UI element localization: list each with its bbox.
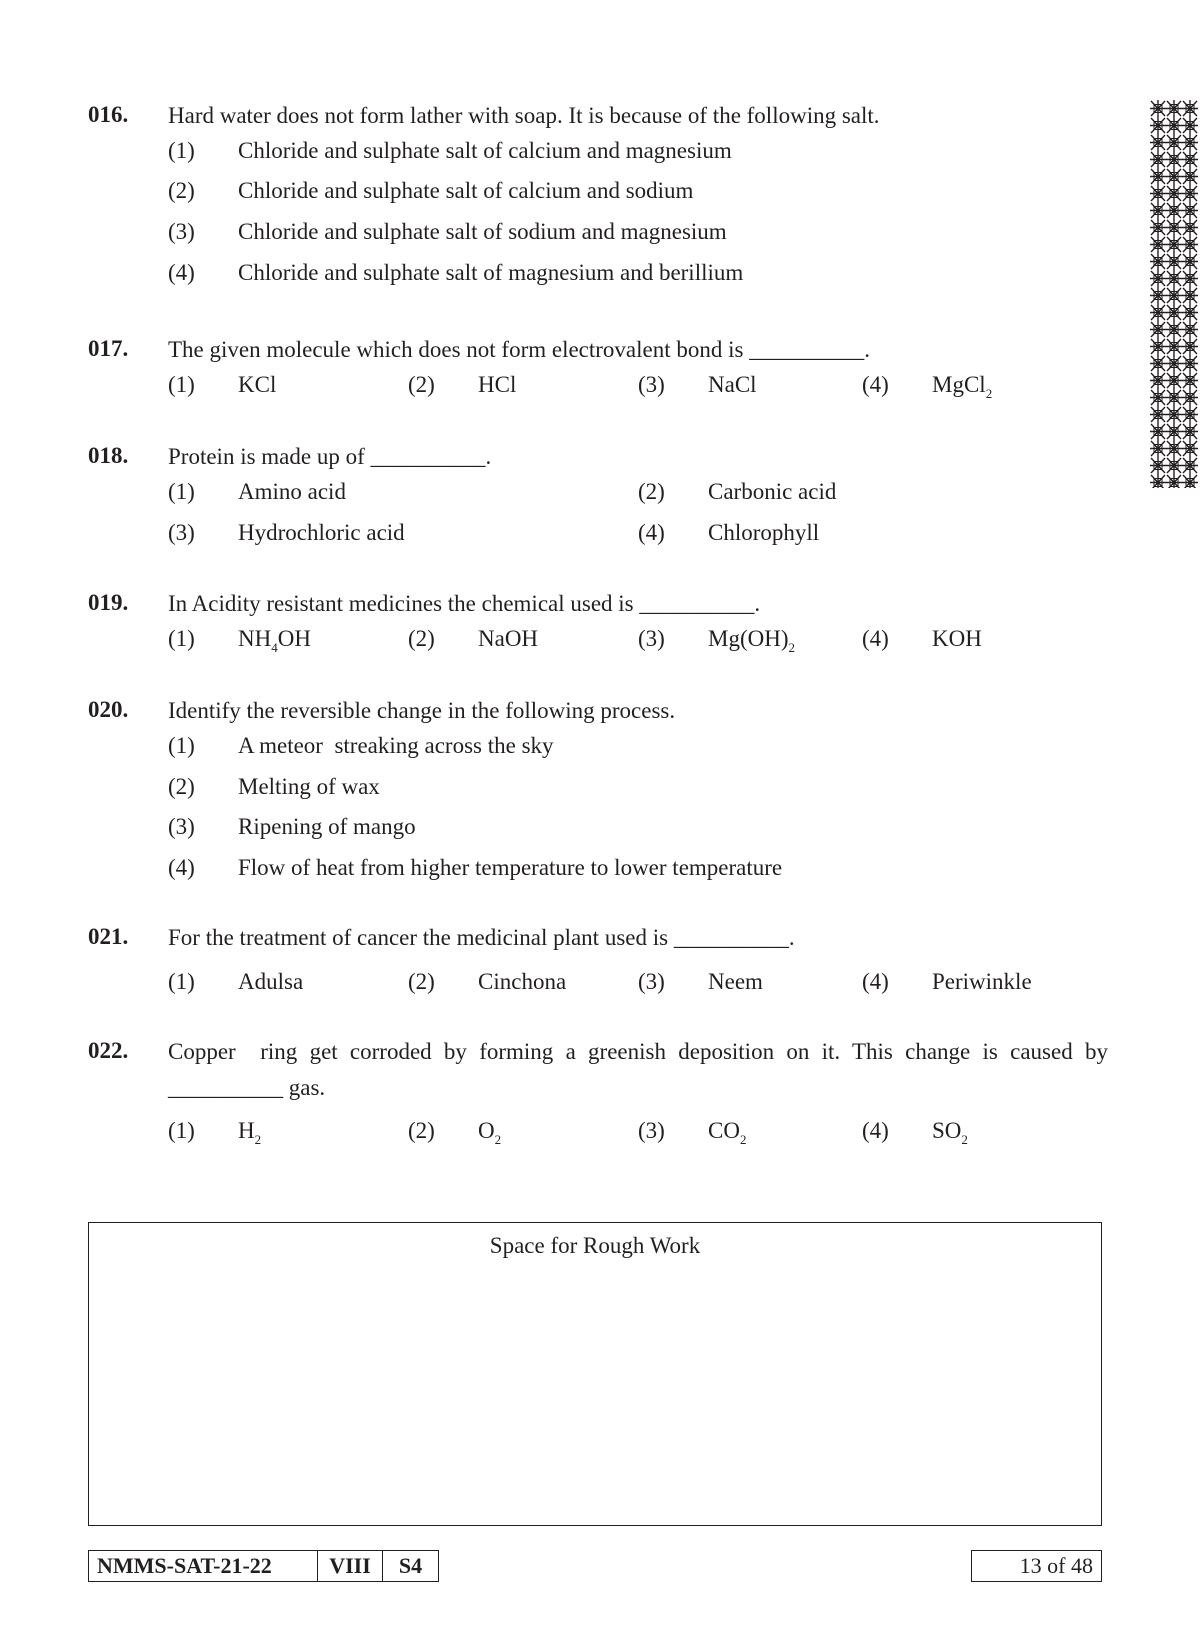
question-number: 018. bbox=[88, 443, 129, 468]
option-1: (1) Chloride and sulphate salt of calcium and magnesium bbox=[168, 138, 732, 163]
option-4: (4) Periwinkle bbox=[862, 969, 1032, 994]
option-4: (4) KOH bbox=[862, 626, 982, 651]
decorative-pattern bbox=[1150, 100, 1200, 490]
set-label: S4 bbox=[398, 1553, 423, 1578]
option-3: (3) Hydrochloric acid bbox=[168, 520, 405, 545]
question-text: Copper ring get corroded by forming a greenish deposition on it. This change is caused by __________ gas. bbox=[168, 1039, 1114, 1100]
option-1: (1) $H_2$ bbox=[168, 1118, 262, 1147]
option-3: (3) $Mg(OH)_2$ bbox=[638, 626, 795, 655]
option-2: (2) NaOH bbox=[408, 626, 539, 651]
question-text: The given molecule which does not form electrovalent bond is __________. bbox=[168, 337, 870, 362]
option-2: (2) Cinchona bbox=[408, 969, 567, 994]
question-number: 022. bbox=[88, 1038, 129, 1063]
option-4: (4) $SO_2$ bbox=[862, 1118, 968, 1147]
rough-work-title: Space for Rough Work bbox=[489, 1233, 701, 1258]
option-3: (3) $CO_2$ bbox=[638, 1118, 747, 1147]
class-label: VIII bbox=[318, 1551, 383, 1581]
option-1: (1) KCl bbox=[168, 372, 277, 397]
page-number: 13 of 48 bbox=[971, 1550, 1102, 1582]
option-1: (1) A meteor streaking across the sky bbox=[168, 733, 554, 758]
option-4: (4) Chloride and sulphate salt of magnesium and berillium bbox=[168, 260, 744, 285]
question-number: 019. bbox=[88, 590, 129, 615]
option-2: (2) $O_2$ bbox=[408, 1118, 502, 1147]
rough-work-box bbox=[88, 1222, 1102, 1526]
question-text: Hard water does not form lather with soap. It is because of the following salt. bbox=[168, 103, 880, 128]
question-text: In Acidity resistant medicines the chemical used is __________. bbox=[168, 591, 761, 616]
question-number: 020. bbox=[88, 697, 129, 722]
paper-code: NMMS-SAT-21-22 bbox=[89, 1551, 318, 1581]
option-2: (2) HCl bbox=[408, 372, 517, 397]
question-text: For the treatment of cancer the medicinal plant used is __________. bbox=[168, 925, 795, 950]
option-3: (3) Ripening of mango bbox=[168, 814, 416, 839]
question-number: 021. bbox=[88, 924, 129, 949]
option-3: (3) Chloride and sulphate salt of sodium and magnesium bbox=[168, 219, 727, 244]
question-text: Protein is made up of __________. bbox=[168, 444, 492, 469]
option-3: (3) Neem bbox=[638, 969, 763, 994]
option-2: (2) Melting of wax bbox=[168, 774, 380, 799]
question-number: 017. bbox=[88, 336, 129, 361]
option-4: (4) Chlorophyll bbox=[638, 520, 820, 545]
option-1: (1) Amino acid bbox=[168, 479, 346, 504]
option-2: (2) Chloride and sulphate salt of calcium and sodium bbox=[168, 178, 694, 203]
option-2: (2) Carbonic acid bbox=[638, 479, 837, 504]
paper-code-box bbox=[88, 1550, 439, 1582]
option-1: (1) $NH_4OH$ bbox=[168, 626, 311, 655]
option-1: (1) Adulsa bbox=[168, 969, 304, 994]
option-4: (4) Flow of heat from higher temperature to lower temperature bbox=[168, 855, 783, 880]
option-3: (3) NaCl bbox=[638, 372, 757, 397]
option-4: (4) MgCl$_2$ bbox=[862, 372, 993, 401]
question-number: 016. bbox=[88, 102, 129, 127]
question-text: Identify the reversible change in the following process. bbox=[168, 698, 676, 723]
